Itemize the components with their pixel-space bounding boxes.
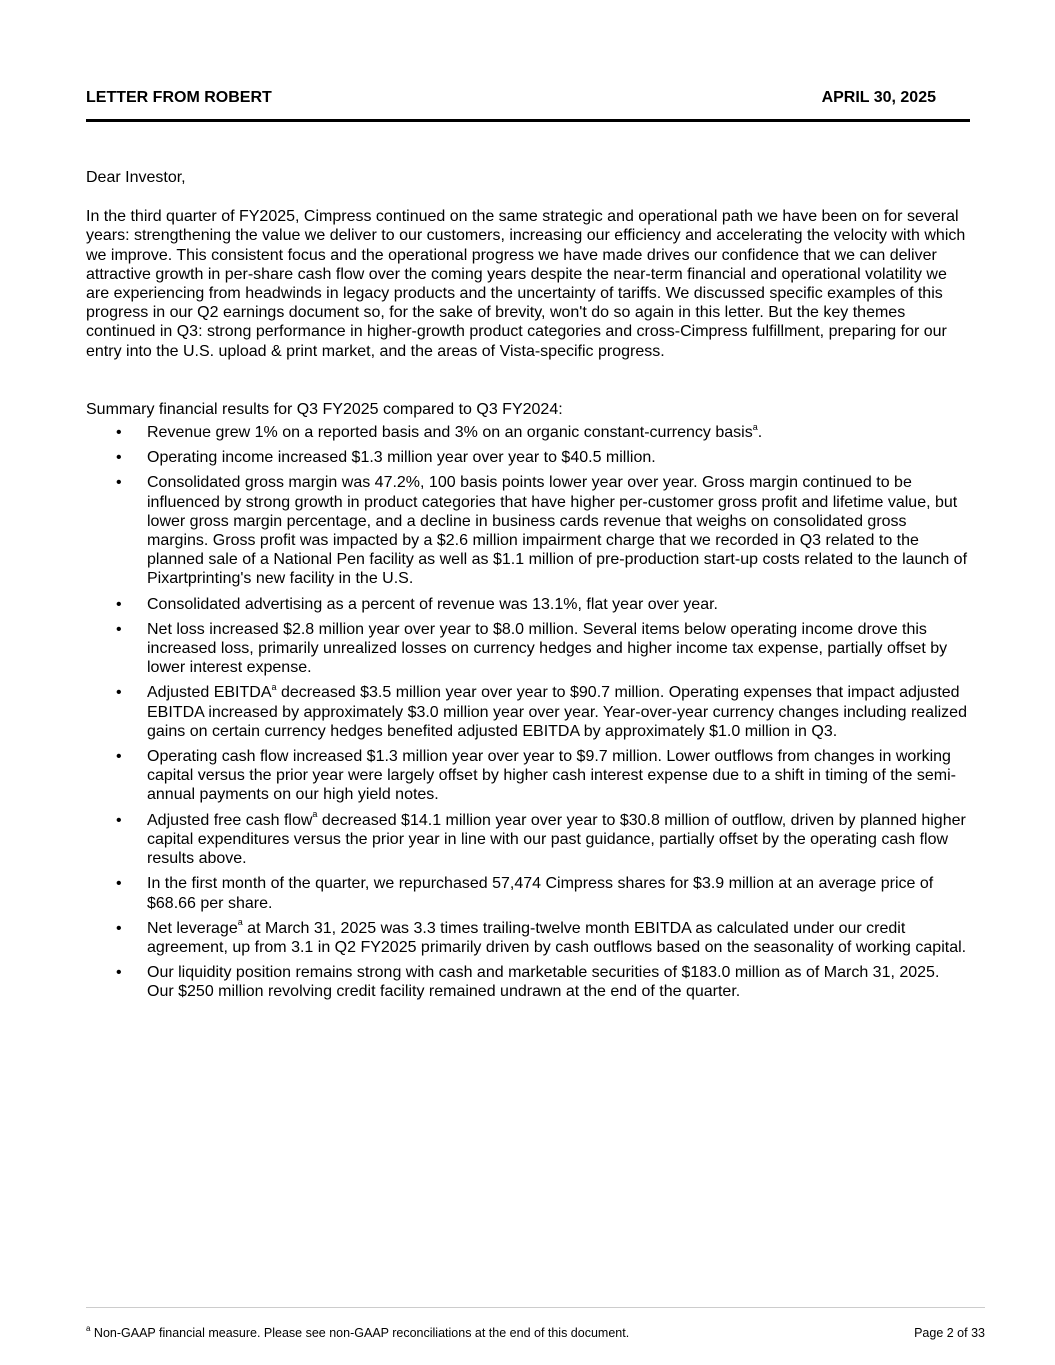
footnote-marker: a <box>271 682 277 693</box>
bullet-icon: • <box>116 919 122 937</box>
page-footer <box>86 1325 985 1341</box>
bullet-icon: • <box>116 449 122 467</box>
page-number: Page 2 of 33 <box>914 1326 985 1340</box>
footnote-marker: a <box>312 809 318 820</box>
intro-paragraph: In the third quarter of FY2025, Cimpress continued on the same strategic and operational path we have been on for several years: strengthening the value we deliver to our customers, increasing our efficiency and accelerating the velocity with which we improve. This consistent focus and the operational progress we have made drives our confidence that we can deliver attractive growth in per-share cash flow over the coming years despite the near-term financial and operational volatility we are experiencing from headwinds in legacy products and the uncertainty of tariffs. We discussed specific examples of this progress in our Q2 earnings document so, for the sake of brevity, won't do so again in this letter. But the key themes continued in Q3: strong performance in higher-growth product categories and cross-Cimpress fulfillment, preparing for our entry into the U.S. upload & print market, and the areas of Vista-specific progress. <box>86 208 966 360</box>
page-header <box>86 88 936 108</box>
footnote-marker: a <box>752 421 758 432</box>
bullet-item-operating-cash-flow: • Operating cash flow increased $1.3 million year over year to $9.7 million. Lower outflows from changes in working capital versus the prior year were largely offset by higher cash interest expense due to a shift in timing of the semi-annual payments on our high yield notes. <box>116 748 956 804</box>
bullet-icon: • <box>116 875 122 893</box>
letter-body <box>86 168 970 1008</box>
bullet-item-net-loss: • Net loss increased $2.8 million year over year to $8.0 million. Several items below operating income drove this increased loss, primarily unrealized losses on currency hedges and higher income tax expense, partially offset by lower interest expense. <box>116 620 948 677</box>
bullet-icon: • <box>116 748 122 766</box>
letter-date: APRIL 30, 2025 <box>821 89 936 106</box>
bullet-item-adjusted-free-cash-flow: • Adjusted free cash flow$^a$ decreased $14.1 million year over year to $30.8 million of outflow, driven by planned higher capital expenditures versus the prior year in line with our past guidance, partially offset by the operating cash flow results above. <box>116 809 966 868</box>
bullet-icon: • <box>116 424 122 442</box>
bullet-item-operating-income: • Operating income increased $1.3 million year over year to $40.5 million. <box>116 449 656 467</box>
footnote <box>86 1325 629 1341</box>
bullet-icon: • <box>116 964 122 982</box>
salutation: Dear Investor, <box>86 169 186 186</box>
bullet-item-liquidity: • Our liquidity position remains strong with cash and marketable securities of $183.0 million as of March 31, 2025. Our $250 million revolving credit facility remained undrawn at the end of the quarter. <box>116 964 940 1001</box>
footnote-marker: a <box>237 917 243 928</box>
footnote-marker: a <box>86 1323 91 1333</box>
header-divider <box>86 119 970 122</box>
footnote-text: Non-GAAP financial measure. Please see non-GAAP reconciliations at the end of this document. <box>90 1326 630 1340</box>
bullet-icon: • <box>116 595 122 613</box>
bullet-icon: • <box>116 811 122 829</box>
footer-divider <box>86 1307 985 1308</box>
bullet-icon: • <box>116 620 122 638</box>
bullet-item-net-leverage: • Net leverage$^a$ at March 31, 2025 was 3.3 times trailing-twelve month EBITDA as calculated under our credit agreement, up from 3.1 in Q2 FY2025 primarily driven by cash outflows based on the seasonality of working capital. <box>116 917 967 956</box>
summary-intro: Summary financial results for Q3 FY2025 compared to Q3 FY2024: <box>86 400 563 418</box>
bullet-item-gross-margin: • Consolidated gross margin was 47.2%, 100 basis points lower year over year. Gross margin continued to be influenced by strong growth in product categories that have higher per-customer gross profit and lifetime value, but lower gross margin percentage, and a decline in business cards revenue that weighs on consolidated gross margins. Gross profit was impacted by a $2.6 million impairment charge that we recorded in Q3 related to the planned sale of a National Pen facility as well as $1.1 million of pre-production start-up costs related to the launch of Pixartprinting's new facility in the U.S. <box>116 474 968 588</box>
bullet-item-revenue: • Revenue grew 1% on a reported basis and 3% on an organic constant-currency basis$^a$. <box>116 421 763 442</box>
bullet-item-share-repurchase: • In the first month of the quarter, we repurchased 57,474 Cimpress shares for $3.9 million at an average price of $68.66 per share. <box>116 875 934 912</box>
bullet-icon: • <box>116 474 122 492</box>
summary-bullet-list <box>86 423 970 1001</box>
bullet-item-adjusted-ebitda: • Adjusted EBITDA$^a$ decreased $3.5 million year over year to $90.7 million. Operating expenses that impact adjusted EBITDA increased by approximately $3.0 million year over year. Year-over-year currency changes including realized gains on certain currency hedges benefited adjusted EBITDA by approximately $1.0 million in Q3. <box>116 682 967 740</box>
bullet-item-advertising: • Consolidated advertising as a percent of revenue was 13.1%, flat year over year. <box>116 595 718 613</box>
bullet-icon: • <box>116 684 122 702</box>
letter-title: LETTER FROM ROBERT <box>86 89 272 106</box>
